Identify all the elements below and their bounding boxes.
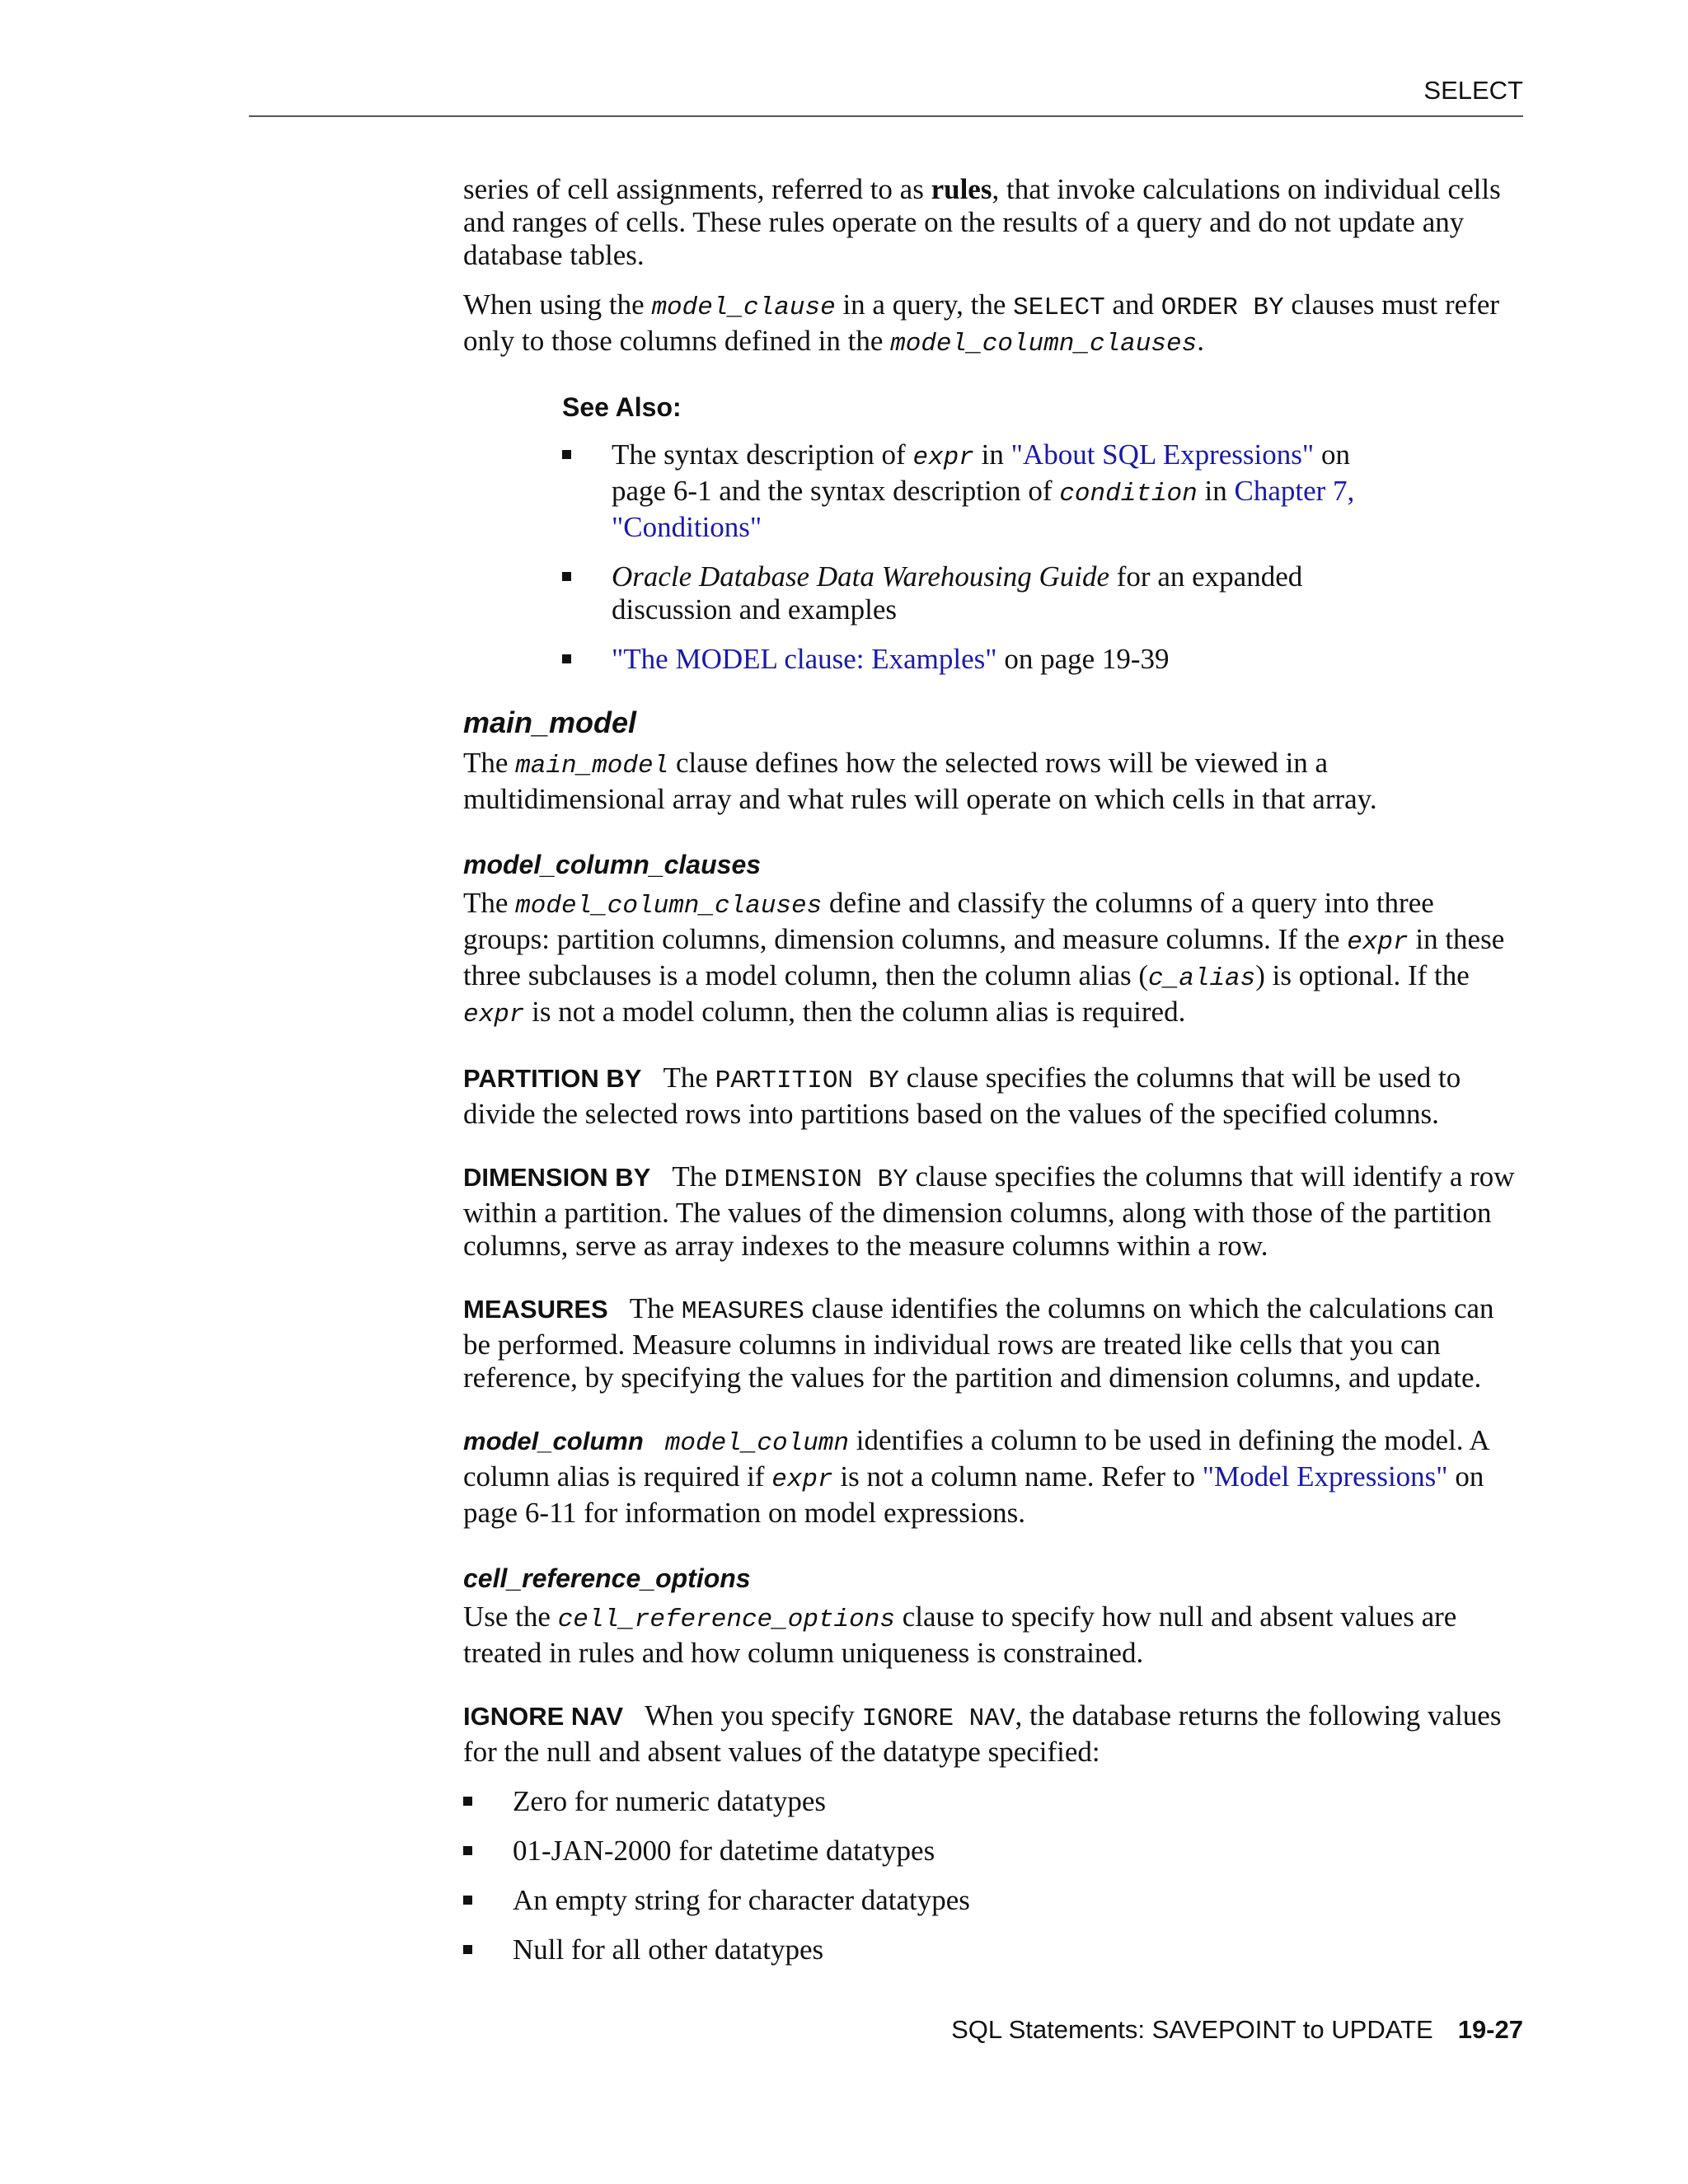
code-term: cell_reference_options [557,1605,895,1634]
measures-paragraph [463,1292,1526,1394]
text: clause specifies the columns that will be used to divide the selected rows into partitions based on the values of the specified columns. [463,1062,1461,1130]
run-in-heading: MEASURES [463,1295,608,1324]
ignore-nav-paragraph [463,1699,1526,1769]
text: clause identifies the columns on which the calculations can be performed. Measure columns in individual rows are treated like cells that you can reference, by specifying the values for the partition and dimension columns, and update. [463,1292,1494,1394]
code-term: SELECT [1013,293,1105,322]
text: The [463,747,516,779]
model-column-clauses-paragraph [463,887,1526,1032]
list-item-text: 01-JAN-2000 for datetime datatypes [513,1835,935,1867]
list-item [463,1884,1526,1917]
code-term: main_model [515,752,669,780]
square-bullet-icon [463,1896,472,1905]
text: on page 6-11 for information on model expressions. [463,1460,1484,1529]
code-term: DIMENSION BY [724,1165,908,1194]
run-in-heading: DIMENSION BY [463,1163,651,1192]
square-bullet-icon [562,654,571,663]
text: clauses must refer only to those columns defined in the [463,288,1500,357]
list-item [562,438,1370,544]
text: in a query, the [835,288,1014,321]
text: The [672,1160,724,1193]
intro-paragraph-2 [463,288,1526,361]
square-bullet-icon [562,450,571,459]
text: identifies a column to be used in defining the model. A column alias is required if [463,1424,1489,1493]
code-term: expr [1347,928,1409,957]
list-item [463,1835,1526,1868]
code-term: model_column_clauses [515,892,823,921]
square-bullet-icon [463,1797,472,1806]
run-in-heading: PARTITION BY [463,1064,642,1093]
book-title: Oracle Database Data Warehousing Guide [612,560,1110,593]
text: on page 19-39 [996,643,1170,675]
code-term: MEASURES [681,1297,804,1326]
text: When using the [463,288,652,321]
list-item [562,643,1370,676]
code-term: model_column [664,1429,850,1458]
text: clause to specify how null and absent values are treated in rules and how column uniqueness is constrained. [463,1601,1457,1669]
text: The [629,1292,682,1324]
text: is not a column name. Refer to [832,1460,1203,1493]
code-term: IGNORE NAV [861,1704,1015,1733]
section-heading-main-model: main_model [463,705,637,739]
code-term: expr [771,1465,833,1494]
text: on page 6-1 and the syntax description of [612,438,1350,507]
text: . [1197,325,1204,357]
cell-reference-options-paragraph [463,1601,1526,1670]
intro-paragraph-1 [463,173,1526,272]
link-model-clause-examples[interactable]: "The MODEL clause: Examples" [612,643,997,675]
link-model-expressions[interactable]: "Model Expressions" [1202,1460,1448,1493]
see-also-list [562,438,1526,676]
see-also-box [562,391,1526,676]
section-heading-model-column-clauses: model_column_clauses [463,850,762,879]
text: Use the [463,1601,558,1633]
dimension-by-paragraph [463,1160,1526,1263]
text: clause specifies the columns that will identify a row within a partition. The values of the dimension columns, along with those of the partition columns, serve as array indexes to the measure columns within a row. [463,1160,1515,1262]
text: and [1104,288,1161,321]
run-in-heading: IGNORE NAV [463,1702,624,1731]
footer-title: SQL Statements: SAVEPOINT to UPDATE [951,2015,1433,2044]
text: When you specify [645,1699,862,1732]
page-number: 19-27 [1457,2015,1523,2044]
list-item [562,560,1370,626]
code-term: expr [912,443,974,472]
text: series of cell assignments, referred to as [463,173,931,205]
code-term: model_column_clauses [890,330,1198,359]
link-about-sql-expressions[interactable]: "About SQL Expressions" [1010,438,1315,471]
text: define and classify the columns of a query into three groups: partition columns, dimension columns, and measure columns. If the [463,887,1434,955]
square-bullet-icon [463,1846,472,1855]
text: is not a model column, then the column alias is required. [524,996,1186,1028]
code-term: c_alias [1148,964,1256,993]
see-also-title: See Also: [562,392,682,422]
text: in [1197,475,1235,507]
partition-by-paragraph [463,1062,1526,1131]
ignore-nav-list [463,1785,1526,1966]
text: in [973,438,1011,471]
text: ) is optional. If the [1255,959,1470,991]
text: , that invoke calculations on individual cells and ranges of cells. These rules operate on the results of a query and do not update any database tables. [463,173,1501,271]
text: , the database returns the following values for the null and absent values of the datatype specified: [463,1699,1502,1768]
square-bullet-icon [562,572,571,581]
code-term: condition [1059,480,1198,509]
text: clause defines how the selected rows will be viewed in a multidimensional array and what rules will operate on which cells in that array. [463,747,1377,815]
list-item [463,1933,1526,1966]
model-column-paragraph [463,1424,1526,1530]
code-term: PARTITION BY [715,1066,899,1095]
text: for an expanded discussion and examples [612,560,1303,626]
text: in these three subclauses is a model column, then the column alias ( [463,923,1505,991]
section-heading-cell-reference-options: cell_reference_options [463,1563,751,1593]
list-item-text: Null for all other datatypes [513,1933,824,1966]
text: The [463,887,516,919]
running-header: SELECT [1423,76,1523,105]
page-body [463,173,1526,1983]
text: The [663,1062,715,1094]
code-term: ORDER BY [1160,293,1284,322]
run-in-heading: model_column [463,1427,644,1455]
list-item-text: Zero for numeric datatypes [513,1785,826,1817]
link-chapter-7-conditions[interactable]: Chapter 7, "Conditions" [612,475,1355,543]
text: The syntax description of [612,438,913,471]
main-model-paragraph [463,747,1526,816]
code-term: expr [463,1001,525,1029]
running-footer [951,2015,1523,2045]
list-item [463,1785,1526,1818]
list-item-text: An empty string for character datatypes [513,1884,970,1916]
square-bullet-icon [463,1945,472,1954]
term-rules: rules [931,173,992,205]
code-term: model_clause [651,293,836,322]
header-divider [249,115,1523,117]
